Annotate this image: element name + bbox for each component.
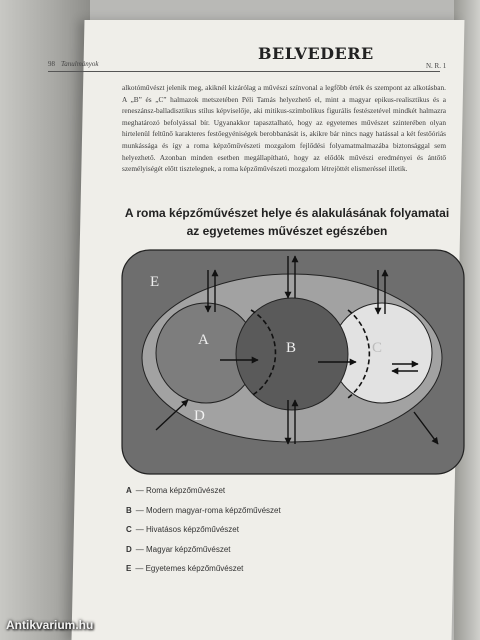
legend-item-b xyxy=(126,506,446,526)
venn-diagram xyxy=(120,248,466,476)
diagram-title-line-1: A roma képzőművészet helye és alakulásának folyamatai xyxy=(124,206,450,220)
section-title: Tanulmányok xyxy=(61,60,99,68)
legend-text: — Hivatásos képzőművészet xyxy=(135,525,239,534)
label-d: D xyxy=(194,408,205,424)
legend-key: D xyxy=(126,544,132,554)
legend-item-c xyxy=(126,525,446,545)
legend-item-e xyxy=(126,564,446,584)
watermark: Antikvarium.hu xyxy=(6,618,94,632)
magazine-logo: BELVEDERE xyxy=(258,44,374,63)
running-head xyxy=(48,60,98,68)
page-header xyxy=(48,38,448,78)
legend-key: C xyxy=(126,525,132,534)
page-number: 98 xyxy=(48,60,55,68)
legend-text: — Egyetemes képzőművészet xyxy=(135,564,244,573)
diagram-legend xyxy=(126,486,446,584)
article-body xyxy=(122,82,446,175)
header-rule xyxy=(48,71,440,72)
legend-item-a xyxy=(126,486,446,506)
legend-text: — Modern magyar-roma képzőművészet xyxy=(135,505,281,515)
label-e: E xyxy=(150,274,160,290)
legend-key: E xyxy=(126,564,132,573)
paragraph: alkotóművészt jelenik meg, akiknél kizárólag a művészi színvonal a legfőbb érték és szempont az alkotásban. A „B” és „C” halmazok metszetében Péli Tamás helyezhető el, mint a magyar epikus-realisztikus és a reneszánsz-balladisztikus stílus képviselője, aki mitikus-szimbolikus figurális festészetével mindkét halmazra meghatározó befolyással bír. Ugyanakkor tapasztalható, hogy az egyetemes művészet szinterében olyan hirtelenül feltűnő karakteres festőegyéniségek berobbanását is, akikre bár nincs nagy hatással a két festőóriás munkássága és így a roma képzőművészeti mozgalom fejlődési folyamatmalmazába biztonsággal sem helyezhető. Azonban minden esetben megállapítható, hogy az elődök művészi eredményei és ántőtő személyiségét előtt tisztelegnek, a roma képzőművészeti mozgalom létrejöttét elismeréssel illetik. xyxy=(122,83,446,174)
label-a: A xyxy=(198,332,209,348)
label-b: B xyxy=(286,340,297,356)
legend-key: B xyxy=(126,505,132,515)
legend-item-d xyxy=(126,545,446,565)
legend-text: — Magyar képzőművészet xyxy=(135,544,231,554)
legend-key: A xyxy=(126,486,132,495)
diagram-title xyxy=(120,204,454,240)
label-c: C xyxy=(372,340,383,356)
legend-text: — Roma képzőművészet xyxy=(135,486,226,495)
diagram-title-line-2: az egyetemes művészet egészében xyxy=(186,224,388,238)
issue-number: N. R. 1 xyxy=(426,62,447,70)
